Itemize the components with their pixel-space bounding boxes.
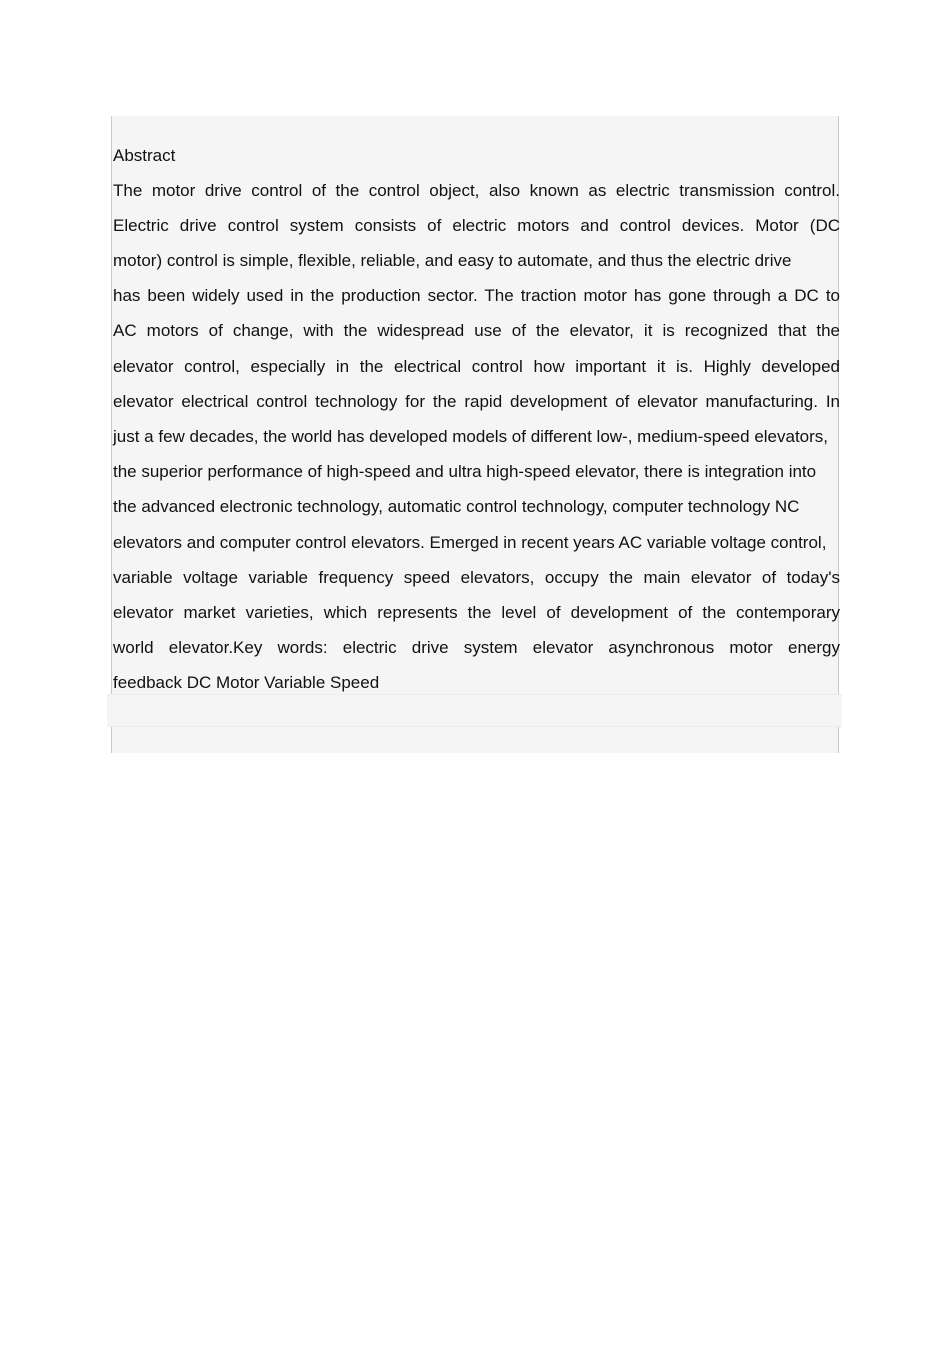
abstract-line-7: elevator electrical control technology for the rapid development of elevator manufacturing. In bbox=[113, 392, 840, 411]
abstract-line-4: has been widely used in the production sector. The traction motor has gone through a DC to bbox=[113, 286, 840, 305]
abstract-line-11: elevators and computer control elevators. Emerged in recent years AC variable voltage control, bbox=[113, 533, 827, 552]
abstract-line-15: feedback DC Motor Variable Speed bbox=[113, 673, 380, 692]
abstract-line-12: variable voltage variable frequency speed elevators, occupy the main elevator of today's bbox=[113, 568, 840, 587]
abstract-line-13: elevator market varieties, which represents the level of development of the contemporary bbox=[113, 603, 840, 622]
abstract-line-5: AC motors of change, with the widespread use of the elevator, it is recognized that the bbox=[113, 321, 840, 340]
abstract-line-1: The motor drive control of the control object, also known as electric transmission control. bbox=[113, 181, 840, 200]
abstract-line-3: motor) control is simple, flexible, reliable, and easy to automate, and thus the electric drive bbox=[113, 251, 792, 270]
abstract-heading: Abstract bbox=[113, 146, 176, 165]
abstract-line-2: Electric drive control system consists of electric motors and control devices. Motor (DC bbox=[113, 216, 840, 235]
abstract-line-14: world elevator.Key words: electric drive system elevator asynchronous motor energy bbox=[113, 638, 840, 657]
abstract-line-10: the advanced electronic technology, automatic control technology, computer technology NC bbox=[113, 497, 800, 516]
abstract-line-8: just a few decades, the world has developed models of different low-, medium-speed elevators, bbox=[113, 427, 829, 446]
panel-footer-strip bbox=[107, 694, 842, 727]
abstract-line-6: elevator control, especially in the electrical control how important it is. Highly developed bbox=[113, 357, 840, 376]
abstract-line-9: the superior performance of high-speed and ultra high-speed elevator, there is integration into bbox=[113, 462, 817, 481]
